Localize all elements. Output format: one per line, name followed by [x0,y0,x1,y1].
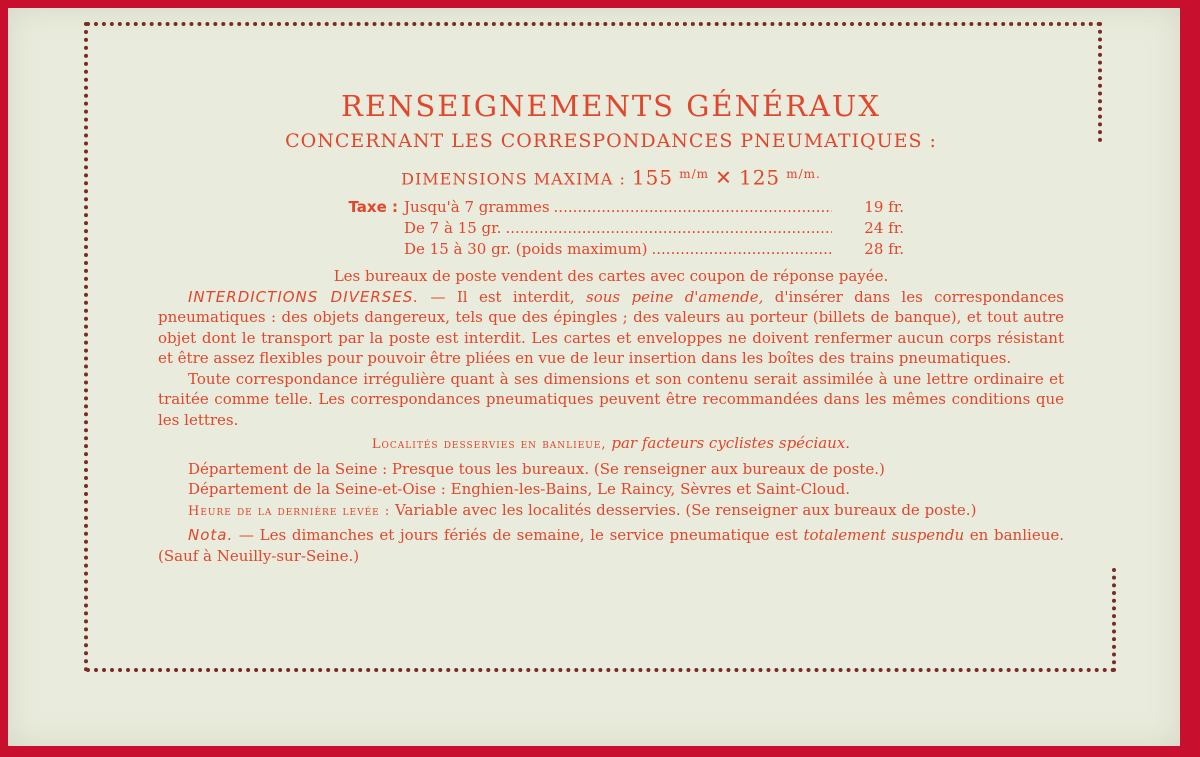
nota-paragraph [158,525,1064,566]
nota-body: en banlieue. (Sauf à Neuilly-sur-Seine.) [158,526,1064,565]
card-title: RENSEIGNEMENTS GÉNÉRAUX [341,89,881,123]
tax-price: 28 fr. [864,240,904,259]
tax-row [326,197,904,218]
last-collection-body: Variable avec les localités desservies. (Se renseigner aux bureaux de poste.) [390,500,977,519]
dimension-unit-2: m/m. [786,167,821,181]
irregular-paragraph: Toute correspondance irrégulière quant à ses dimensions et son contenu serait assimilée à une lettre ordinaire et traitée comme telle. Les correspondances pneumatiques peuvent être recommandées dans les mêmes conditions que les lettres. [158,369,1064,429]
last-collection-paragraph [158,500,1064,523]
card-text [158,86,1064,566]
nota-emphasis: totalement suspendu [803,526,965,545]
dimension-height: 125 [738,165,781,190]
tax-row [326,218,904,239]
localities-subtitle: par facteurs cyclistes spéciaux. [606,434,851,453]
nota-label: Nota. [188,526,234,545]
tax-price: 24 fr. [864,219,904,238]
last-collection-heading: Heure de la dernière levée : [188,503,391,519]
pneumatic-card [8,8,1180,746]
nota-dash: — Les dimanches et jours fériés de semaine, le service pneumatique est [233,526,804,545]
dimensions-label: DIMENSIONS MAXIMA : [401,169,626,189]
dot-leader [554,197,832,218]
interdictions-dash: — Il est interdit, [419,287,587,306]
perforation-right-lower [1112,568,1116,672]
interdictions-body: d'insérer dans les correspondances pneumatiques : des objets dangereux, tels que des épingles ; des valeurs au porteur (billets de banque), et tout autre objet dont le transport par la poste est interdit. Les cartes et enveloppes ne doivent renfermer aucun corps résistant et être assez flexibles pour pouvoir être pliées en vue de leur insertion dans les boîtes des trains pneumatiques. [158,287,1064,368]
times-sign: ✕ [715,165,733,190]
localities-heading [158,433,1064,456]
dot-leader [505,218,832,239]
tax-table [326,197,904,260]
card-subtitle: CONCERNANT LES CORRESPONDANCES PNEUMATIQUES : [285,130,937,152]
tax-desc: De 7 à 15 gr. [404,219,502,238]
tax-desc: De 15 à 30 gr. (poids maximum) [404,240,648,259]
perforation-right-upper [1098,22,1102,142]
dot-leader [652,239,833,260]
tax-desc: Jusqu'à 7 grammes [404,198,550,217]
dimension-width: 155 [631,165,674,190]
tax-price: 19 fr. [864,198,904,217]
perforation-bottom [86,668,1116,672]
interdictions-paragraph [158,287,1064,369]
tax-row [326,239,904,260]
tax-label: Taxe : [348,198,398,217]
coupon-note: Les bureaux de poste vendent des cartes avec coupon de réponse payée. [333,267,889,286]
dimension-unit-1: m/m [679,167,710,181]
localities-title: Localités desservies en banlieue, [371,437,607,453]
seine-oise-line: Département de la Seine-et-Oise : Enghien-les-Bains, Le Raincy, Sèvres et Saint-Cloud. [188,480,850,499]
interdictions-emphasis: sous peine d'amende, [586,287,764,306]
perforation-top [86,22,1102,26]
perforation-left [84,22,88,672]
seine-line: Département de la Seine : Presque tous les bureaux. (Se renseigner aux bureaux de poste.) [188,459,885,478]
interdictions-heading: INTERDICTIONS DIVERSES. [188,287,420,306]
dimensions-line [158,156,1064,197]
